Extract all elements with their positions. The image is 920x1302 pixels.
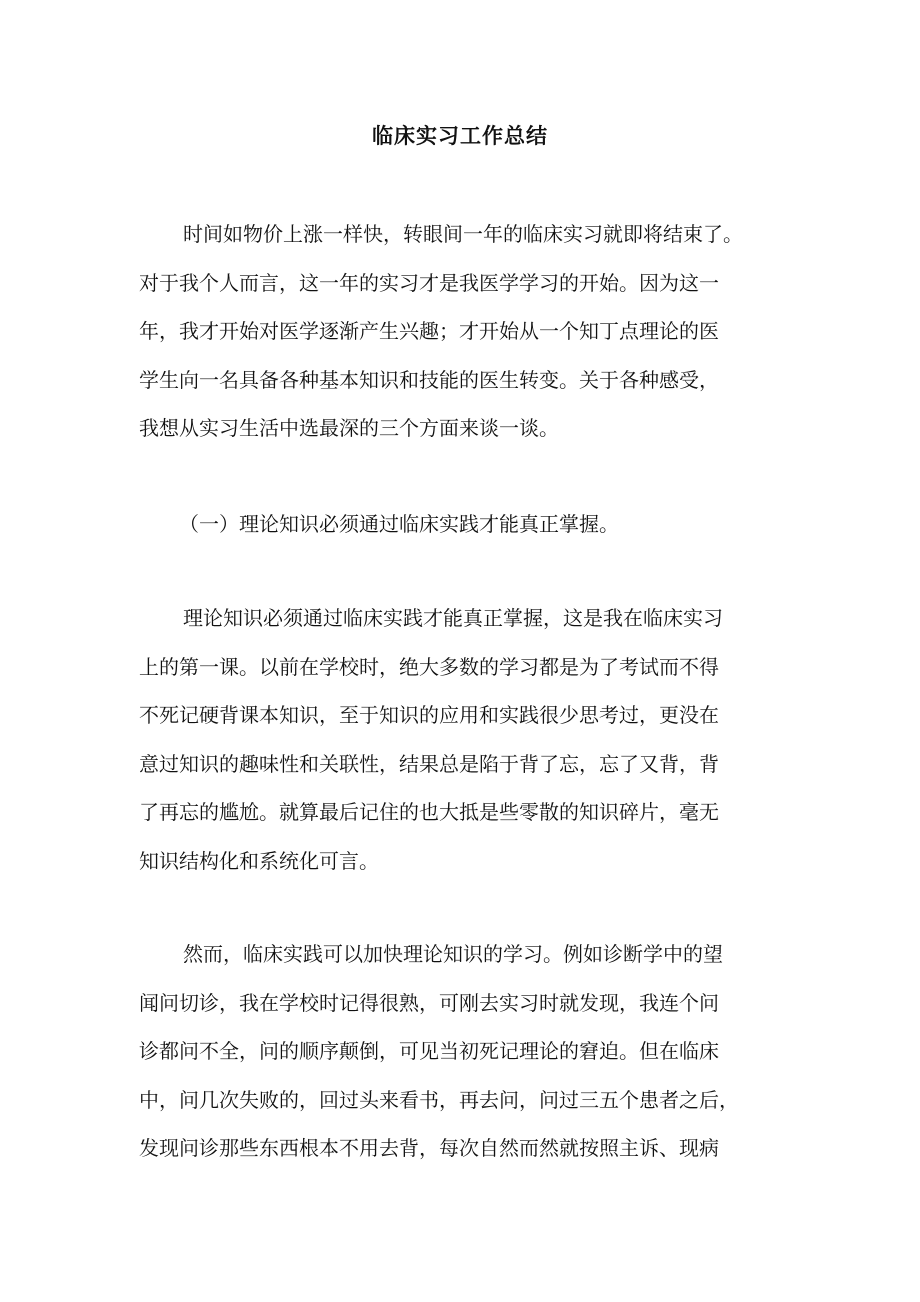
paragraph-line: 对于我个人而言，这一年的实习才是我医学学习的开始。因为这一 [139,270,719,295]
paragraph-theory [139,594,779,885]
paragraph-line: 我想从实习生活中选最深的三个方面来谈一谈。 [139,416,559,440]
paragraph-line: 了再忘的尴尬。就算最后记住的也大抵是些零散的知识碎片，毫无 [139,800,719,824]
paragraph-line: 然而，临床实践可以加快理论知识的学习。例如诊断学中的望 [183,942,723,966]
paragraph-line: 学生向一名具备各种基本知识和技能的医生转变。关于各种感受， [139,367,719,392]
document-title: 临床实习工作总结 [372,123,548,148]
paragraph-line: 中，问几次失败的，回过头来看书，再去问，问过三五个患者之后， [139,1087,739,1112]
paragraph-line: 不死记硬背课本知识，至于知识的应用和实践很少思考过，更没在 [139,703,719,727]
paragraph-line: 诊都问不全，问的顺序颠倒，可见当初死记理论的窘迫。但在临床 [139,1039,719,1063]
paragraph-line: 上的第一课。以前在学校时，绝大多数的学习都是为了考试而不得 [139,654,719,679]
paragraph-line: 年，我才开始对医学逐渐产生兴趣；才开始从一个知丁点理论的医 [139,319,719,343]
paragraph-line: 理论知识必须通过临床实践才能真正掌握，这是我在临床实习 [183,606,723,630]
paragraph-intro [139,210,779,453]
section-heading-1 [139,500,779,549]
paragraph-line: 发现问诊那些东西根本不用去背，每次自然而然就按照主诉、现病 [139,1136,719,1160]
paragraph-line: 时间如物价上涨一样快，转眼间一年的临床实习就即将结束了。 [183,222,743,246]
paragraph-practice [139,930,779,1173]
paragraph-line: 闻问切诊，我在学校时记得很熟，可刚去实习时就发现，我连个问 [139,990,719,1015]
paragraph-line: 知识结构化和系统化可言。 [139,848,379,873]
paragraph-line: 意过知识的趣味性和关联性，结果总是陷于背了忘，忘了又背，背 [139,751,719,776]
section-heading-text: （一）理论知识必须通过临床实践才能真正掌握。 [179,512,619,536]
